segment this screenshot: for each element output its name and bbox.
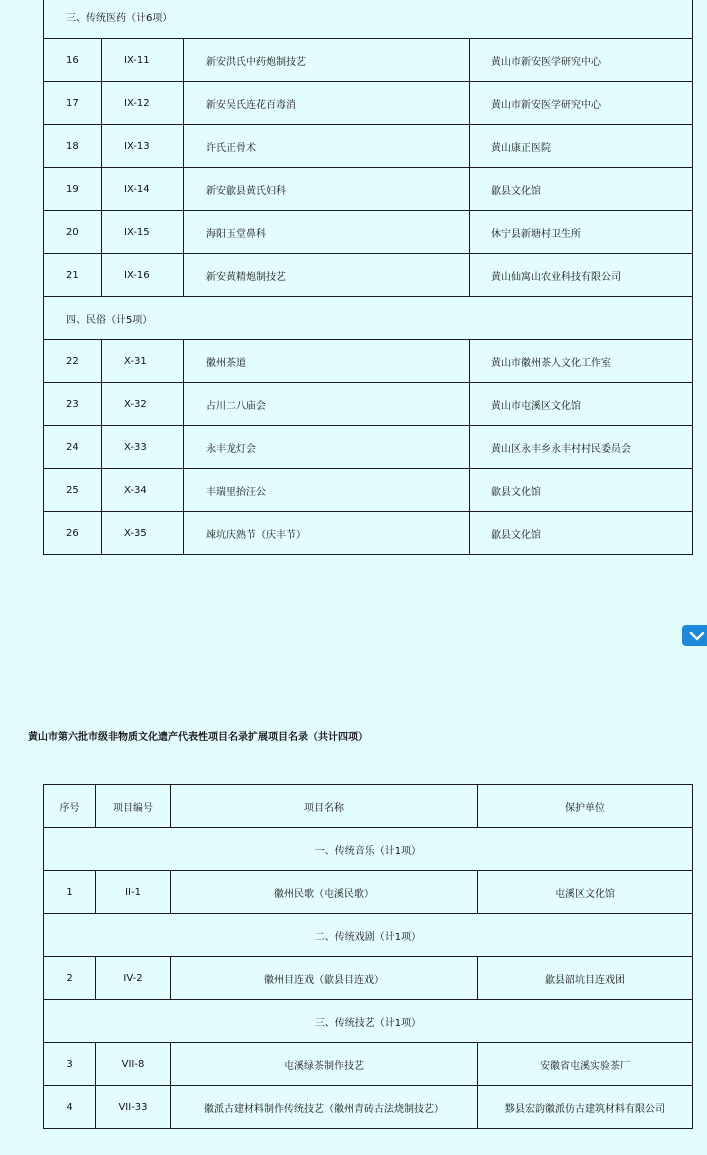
header-name: 项目名称 xyxy=(171,785,478,828)
section-row xyxy=(44,0,693,39)
seq-cell: 19 xyxy=(44,168,102,211)
section-label: 三、传统医药（计6项） xyxy=(44,0,693,39)
table-row xyxy=(44,125,693,168)
header-code: 项目编号 xyxy=(96,785,171,828)
table-row xyxy=(44,1086,693,1129)
seq-cell: 21 xyxy=(44,254,102,297)
table-row xyxy=(44,957,693,1000)
code-cell: VII-33 xyxy=(96,1086,171,1129)
unit-cell: 黟县宏韵徽派仿古建筑材料有限公司 xyxy=(478,1086,693,1129)
table-row xyxy=(44,512,693,555)
section-row xyxy=(44,828,693,871)
name-cell: 竦坑庆熟节（庆丰节） xyxy=(184,512,470,555)
section-label: 四、民俗（计5项） xyxy=(44,297,693,340)
code-cell: IX-13 xyxy=(102,125,184,168)
section-row xyxy=(44,914,693,957)
unit-cell: 歙县文化馆 xyxy=(470,512,693,555)
table-row xyxy=(44,426,693,469)
unit-cell: 安徽省屯溪实验茶厂 xyxy=(478,1043,693,1086)
seq-cell: 20 xyxy=(44,211,102,254)
unit-cell: 屯溪区文化馆 xyxy=(478,871,693,914)
code-cell: IX-11 xyxy=(102,39,184,82)
seq-cell: 24 xyxy=(44,426,102,469)
name-cell: 徽派古建材料制作传统技艺（徽州青砖古法烧制技艺） xyxy=(171,1086,478,1129)
name-cell: 徽州茶道 xyxy=(184,340,470,383)
unit-cell: 歙县文化馆 xyxy=(470,469,693,512)
seq-cell: 23 xyxy=(44,383,102,426)
seq-cell: 4 xyxy=(44,1086,96,1129)
code-cell: X-32 xyxy=(102,383,184,426)
section-row xyxy=(44,297,693,340)
unit-cell: 黄山区永丰乡永丰村村民委员会 xyxy=(470,426,693,469)
name-cell: 新安黄精炮制技艺 xyxy=(184,254,470,297)
name-cell: 许氏正骨术 xyxy=(184,125,470,168)
unit-cell: 黄山市屯溪区文化馆 xyxy=(470,383,693,426)
code-cell: IX-16 xyxy=(102,254,184,297)
section-label: 二、传统戏剧（计1项） xyxy=(44,914,693,957)
table-row xyxy=(44,469,693,512)
chevron-down-icon xyxy=(689,631,705,641)
code-cell: IX-14 xyxy=(102,168,184,211)
header-unit: 保护单位 xyxy=(478,785,693,828)
unit-cell: 黄山市新安医学研究中心 xyxy=(470,39,693,82)
name-cell: 丰瑞里抬汪公 xyxy=(184,469,470,512)
unit-cell: 黄山仙寓山农业科技有限公司 xyxy=(470,254,693,297)
name-cell: 海阳玉堂鼻科 xyxy=(184,211,470,254)
code-cell: X-33 xyxy=(102,426,184,469)
section-label: 三、传统技艺（计1项） xyxy=(44,1000,693,1043)
seq-cell: 3 xyxy=(44,1043,96,1086)
seq-cell: 26 xyxy=(44,512,102,555)
unit-cell: 休宁县新塘村卫生所 xyxy=(470,211,693,254)
name-cell: 屯溪绿茶制作技艺 xyxy=(171,1043,478,1086)
table-row xyxy=(44,254,693,297)
unit-cell: 歙县韶坑目连戏团 xyxy=(478,957,693,1000)
extension-list-table xyxy=(43,784,693,1129)
table-row xyxy=(44,340,693,383)
name-cell: 永丰龙灯会 xyxy=(184,426,470,469)
seq-cell: 1 xyxy=(44,871,96,914)
unit-cell: 黄山康正医院 xyxy=(470,125,693,168)
unit-cell: 黄山市新安医学研究中心 xyxy=(470,82,693,125)
name-cell: 新安歙县黄氏妇科 xyxy=(184,168,470,211)
code-cell: II-1 xyxy=(96,871,171,914)
name-cell: 徽州民歌（屯溪民歌） xyxy=(171,871,478,914)
code-cell: X-35 xyxy=(102,512,184,555)
table-row xyxy=(44,1043,693,1086)
seq-cell: 25 xyxy=(44,469,102,512)
seq-cell: 17 xyxy=(44,82,102,125)
seq-cell: 16 xyxy=(44,39,102,82)
table-row xyxy=(44,871,693,914)
seq-cell: 22 xyxy=(44,340,102,383)
table-row xyxy=(44,383,693,426)
code-cell: IV-2 xyxy=(96,957,171,1000)
header-seq: 序号 xyxy=(44,785,96,828)
code-cell: IX-12 xyxy=(102,82,184,125)
seq-cell: 18 xyxy=(44,125,102,168)
unit-cell: 黄山市徽州茶人文化工作室 xyxy=(470,340,693,383)
name-cell: 新安洪氏中药炮制技艺 xyxy=(184,39,470,82)
name-cell: 新安吴氏连花百毒消 xyxy=(184,82,470,125)
section-row xyxy=(44,1000,693,1043)
code-cell: IX-15 xyxy=(102,211,184,254)
code-cell: VII-8 xyxy=(96,1043,171,1086)
seq-cell: 2 xyxy=(44,957,96,1000)
table-row xyxy=(44,211,693,254)
section-label: 一、传统音乐（计1项） xyxy=(44,828,693,871)
code-cell: X-31 xyxy=(102,340,184,383)
unit-cell: 歙县文化馆 xyxy=(470,168,693,211)
table-row xyxy=(44,39,693,82)
code-cell: X-34 xyxy=(102,469,184,512)
name-cell: 徽州目连戏（歙县目连戏） xyxy=(171,957,478,1000)
page-title: 黄山市第六批市级非物质文化遗产代表性项目名录扩展项目名录（共计四项） xyxy=(28,732,368,743)
table-header-row xyxy=(44,785,693,828)
table-row xyxy=(44,168,693,211)
table-row xyxy=(44,82,693,125)
scroll-down-button[interactable] xyxy=(682,625,707,646)
heritage-list-table xyxy=(43,0,693,555)
name-cell: 占川二八庙会 xyxy=(184,383,470,426)
